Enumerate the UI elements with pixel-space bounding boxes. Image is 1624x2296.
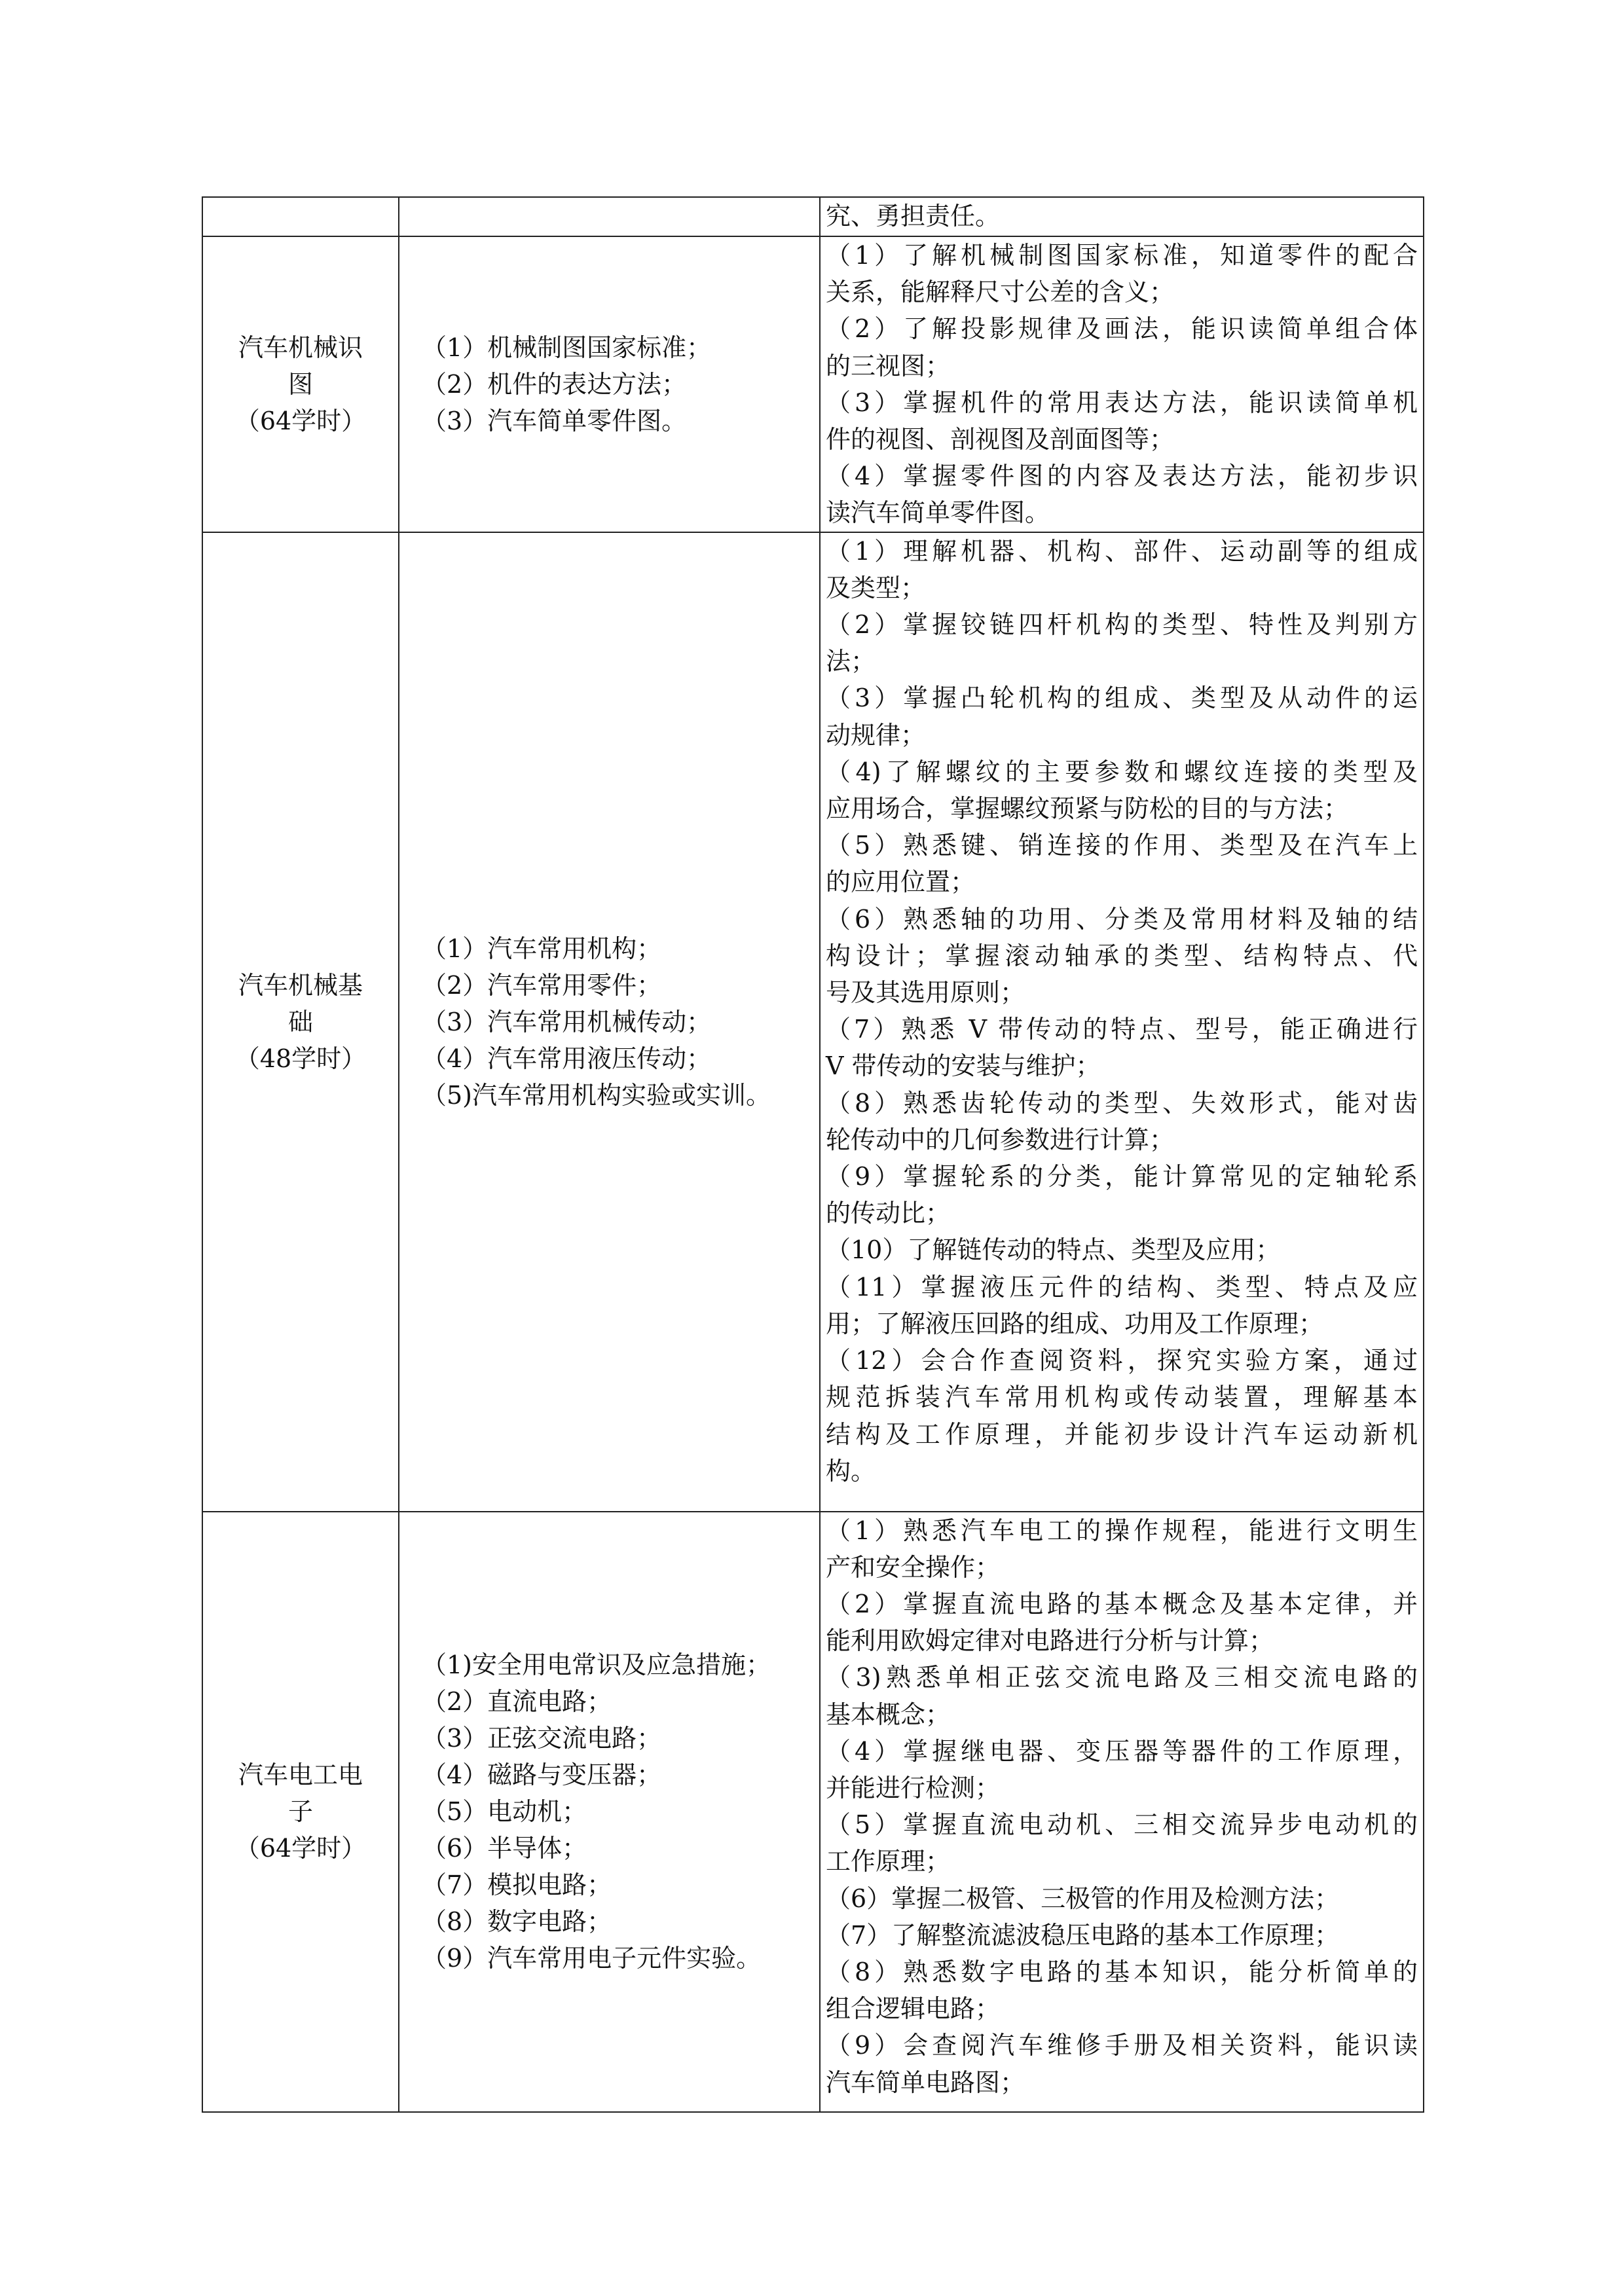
objective-line: 并能进行检测； — [826, 1774, 1001, 1803]
course-name-line: 汽车机械基 — [238, 970, 363, 1000]
course-name-line: 汽车机械识 — [238, 333, 363, 362]
objective-line: 件的视图、剖视图及剖面图等； — [826, 425, 1175, 454]
objective-line: （4）掌握零件图的内容及表达方法，能初步识 — [826, 462, 1418, 491]
content-item: （1）汽车常用机构； — [422, 934, 662, 963]
objective-line: （1）熟悉汽车电工的操作规程，能进行文明生 — [826, 1516, 1418, 1545]
objective-line: 产和安全操作； — [826, 1552, 1001, 1582]
objective-line: （11）掌握液压元件的结构、类型、特点及应 — [826, 1272, 1418, 1302]
content-item: （5)汽车常用机构实验或实训。 — [422, 1080, 771, 1110]
content-item: （6）半导体； — [422, 1834, 587, 1863]
course-name-line: 图 — [287, 369, 313, 399]
objective-line: （4)了解螺纹的主要参数和螺纹连接的类型及 — [826, 757, 1418, 786]
course-name-line: （64学时） — [234, 406, 367, 435]
objective-line: （3）掌握凸轮机构的组成、类型及从动件的运 — [826, 683, 1418, 713]
objective-line: 关系，能解释尺寸公差的含义； — [826, 278, 1175, 307]
content-item: （7）模拟电路； — [422, 1870, 612, 1900]
content-item: （5）电动机； — [422, 1797, 587, 1827]
objective-line: 汽车简单电路图； — [826, 2068, 1025, 2097]
course-name-cell — [202, 532, 399, 1512]
course-content-cell — [399, 532, 820, 1512]
course-content-cell — [399, 1512, 820, 2112]
table-row — [202, 1512, 1424, 2112]
objective-line: （2）掌握铰链四杆机构的类型、特性及判别方 — [826, 610, 1418, 640]
objective-line: （1）了解机械制图国家标准，知道零件的配合 — [826, 241, 1418, 270]
course-name-line: （48学时） — [234, 1044, 367, 1073]
objective-line: 用；了解液压回路的组成、功用及工作原理； — [826, 1309, 1324, 1338]
course-name-line: （64学时） — [234, 1834, 367, 1863]
objective-line: （1）理解机器、机构、部件、运动副等的组成 — [826, 536, 1418, 566]
objective-line: （8）熟悉数字电路的基本知识，能分析简单的 — [826, 1958, 1418, 1987]
table-row — [202, 236, 1424, 532]
objective-line: （6）掌握二极管、三极管的作用及检测方法； — [826, 1884, 1340, 1913]
objective-line: （2）掌握直流电路的基本概念及基本定律，并 — [826, 1590, 1418, 1619]
content-item: （2）汽车常用零件； — [422, 970, 662, 1000]
objective-line: 动规律； — [826, 720, 926, 750]
content-item: （3）正弦交流电路； — [422, 1724, 662, 1753]
content-item: （2）机件的表达方法； — [422, 369, 687, 399]
course-name-line: 础 — [287, 1007, 313, 1036]
objective-line: （2）了解投影规律及画法，能识读简单组合体 — [826, 314, 1418, 344]
content-item: （9）汽车常用电子元件实验。 — [422, 1944, 762, 1973]
objective-line: 的应用位置； — [826, 867, 976, 897]
content-item: （3）汽车常用机械传动； — [422, 1007, 712, 1036]
objective-line: 法； — [826, 647, 876, 676]
objective-line: 应用场合，掌握螺纹预紧与防松的目的与方法； — [826, 794, 1349, 824]
content-item: （4）汽车常用液压传动； — [422, 1044, 712, 1073]
objective-line: 规范拆装汽车常用机构或传动装置，理解基本 — [826, 1383, 1418, 1412]
objective-line: 读汽车简单零件图。 — [826, 498, 1050, 528]
objective-line: （8）熟悉齿轮传动的类型、失效形式，能对齿 — [826, 1088, 1418, 1118]
objective-line: 工作原理； — [826, 1847, 951, 1876]
objective-line: （6）熟悉轴的功用、分类及常用材料及轴的结 — [826, 904, 1418, 934]
objective-line: 的三视图； — [826, 351, 951, 380]
objective-line: （5）掌握直流电动机、三相交流异步电动机的 — [826, 1810, 1418, 1840]
objective-line: （12）会合作查阅资料，探究实验方案，通过 — [826, 1346, 1418, 1376]
content-item: （1）机械制图国家标准； — [422, 333, 712, 362]
objective-line: V 带传动的安装与维护； — [826, 1051, 1101, 1081]
table-row — [202, 532, 1424, 1512]
objective-line: 构设计；掌握滚动轴承的类型、结构特点、代 — [826, 941, 1418, 970]
course-objectives-cell — [820, 197, 1424, 236]
objective-line: （9）会查阅汽车维修手册及相关资料，能识读 — [826, 2031, 1418, 2060]
course-objectives-cell — [820, 236, 1424, 532]
objective-line: （7）了解整流滤波稳压电路的基本工作原理； — [826, 1920, 1340, 1950]
curriculum-table — [202, 196, 1424, 2113]
content-item: （4）磁路与变压器； — [422, 1760, 662, 1790]
objective-line: （9）掌握轮系的分类，能计算常见的定轴轮系 — [826, 1162, 1418, 1192]
objective-line: 基本概念； — [826, 1700, 951, 1729]
content-item: （3）汽车简单零件图。 — [422, 406, 687, 435]
objective-line: 轮传动中的几何参数进行计算； — [826, 1125, 1175, 1154]
objective-line: 的传动比； — [826, 1199, 951, 1228]
course-name-cell — [202, 197, 399, 236]
objective-line: 究、勇担责任。 — [826, 202, 1001, 230]
table-body — [202, 197, 1424, 2112]
course-name-line: 汽车电工电 — [238, 1760, 363, 1790]
course-content-cell — [399, 236, 820, 532]
content-item: （1)安全用电常识及应急措施； — [422, 1650, 771, 1680]
course-name-line: 子 — [287, 1797, 313, 1827]
course-content-cell — [399, 197, 820, 236]
objective-line: 构。 — [826, 1456, 876, 1485]
table-row — [202, 197, 1424, 236]
content-item: （8）数字电路； — [422, 1907, 612, 1937]
objective-line: 组合逻辑电路； — [826, 1994, 1001, 2024]
objective-line: 能利用欧姆定律对电路进行分析与计算； — [826, 1626, 1274, 1656]
course-name-cell — [202, 1512, 399, 2112]
objective-line: （3)熟悉单相正弦交流电路及三相交流电路的 — [826, 1663, 1418, 1692]
objective-line: （4）掌握继电器、变压器等器件的工作原理， — [826, 1736, 1418, 1766]
content-item: （2）直流电路； — [422, 1687, 612, 1717]
course-objectives-cell — [820, 1512, 1424, 2112]
objective-line: （3）掌握机件的常用表达方法，能识读简单机 — [826, 388, 1418, 417]
objective-line: （7）熟悉 V 带传动的特点、型号，能正确进行 — [826, 1015, 1418, 1044]
course-objectives-cell — [820, 532, 1424, 1512]
objective-line: 结构及工作原理，并能初步设计汽车运动新机 — [826, 1419, 1418, 1449]
course-name-cell — [202, 236, 399, 532]
objective-line: 号及其选用原则； — [826, 978, 1025, 1008]
objective-line: （10）了解链传动的特点、类型及应用； — [826, 1235, 1281, 1265]
objective-line: （5）熟悉键、销连接的作用、类型及在汽车上 — [826, 831, 1418, 860]
objective-line: 及类型； — [826, 573, 926, 602]
